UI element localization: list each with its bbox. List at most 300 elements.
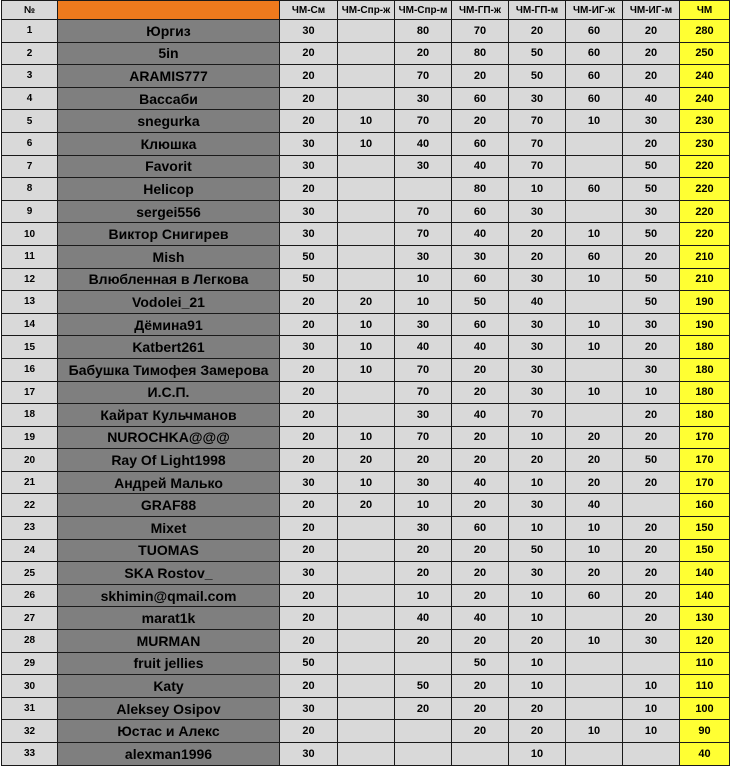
total-cell: 100 — [680, 697, 730, 720]
score-cell-1: 50 — [280, 268, 338, 291]
row-number: 4 — [2, 87, 58, 110]
score-cell-7 — [623, 494, 680, 517]
score-cell-7: 20 — [623, 65, 680, 88]
participant-name: Katy — [58, 675, 280, 698]
score-cell-3: 50 — [395, 675, 452, 698]
score-cell-1: 50 — [280, 652, 338, 675]
score-cell-3: 30 — [395, 245, 452, 268]
score-cell-6 — [566, 607, 623, 630]
score-cell-3: 80 — [395, 20, 452, 43]
table-row — [2, 313, 730, 336]
score-cell-4: 30 — [452, 245, 509, 268]
score-cell-3 — [395, 743, 452, 766]
score-cell-3: 10 — [395, 494, 452, 517]
score-cell-3: 20 — [395, 630, 452, 653]
score-cell-3 — [395, 652, 452, 675]
total-cell: 160 — [680, 494, 730, 517]
score-cell-7: 20 — [623, 562, 680, 585]
score-cell-6: 60 — [566, 20, 623, 43]
score-cell-6 — [566, 652, 623, 675]
score-cell-7: 20 — [623, 132, 680, 155]
total-cell: 110 — [680, 652, 730, 675]
score-cell-7: 50 — [623, 223, 680, 246]
table-row — [2, 87, 730, 110]
header-row — [2, 1, 730, 20]
score-cell-2 — [338, 268, 395, 291]
participant-name: Katbert261 — [58, 336, 280, 359]
score-cell-4: 20 — [452, 630, 509, 653]
score-cell-7: 50 — [623, 178, 680, 201]
score-cell-2 — [338, 155, 395, 178]
score-cell-2 — [338, 245, 395, 268]
score-cell-6: 10 — [566, 336, 623, 359]
score-cell-7: 20 — [623, 42, 680, 65]
row-number: 3 — [2, 65, 58, 88]
participant-name: sergei556 — [58, 200, 280, 223]
row-number: 27 — [2, 607, 58, 630]
total-cell: 250 — [680, 42, 730, 65]
participant-name: marat1k — [58, 607, 280, 630]
total-cell: 220 — [680, 178, 730, 201]
score-cell-3: 20 — [395, 42, 452, 65]
score-cell-5: 10 — [509, 675, 566, 698]
score-cell-1: 20 — [280, 517, 338, 540]
score-cell-3: 70 — [395, 381, 452, 404]
score-cell-4: 20 — [452, 65, 509, 88]
table-row — [2, 65, 730, 88]
score-cell-1: 30 — [280, 562, 338, 585]
header-col-2: ЧМ-Спр-ж — [338, 1, 395, 20]
score-cell-7: 50 — [623, 155, 680, 178]
total-cell: 230 — [680, 110, 730, 133]
score-cell-4: 20 — [452, 584, 509, 607]
total-cell: 210 — [680, 268, 730, 291]
score-cell-6 — [566, 675, 623, 698]
score-cell-5: 70 — [509, 155, 566, 178]
score-cell-5: 30 — [509, 268, 566, 291]
score-cell-1: 20 — [280, 87, 338, 110]
score-cell-5: 10 — [509, 652, 566, 675]
score-cell-3: 70 — [395, 200, 452, 223]
row-number: 18 — [2, 404, 58, 427]
score-cell-7: 50 — [623, 449, 680, 472]
score-cell-6 — [566, 404, 623, 427]
score-cell-4: 40 — [452, 471, 509, 494]
total-cell: 170 — [680, 426, 730, 449]
score-cell-7 — [623, 743, 680, 766]
score-cell-4: 20 — [452, 562, 509, 585]
row-number: 33 — [2, 743, 58, 766]
score-cell-4: 80 — [452, 42, 509, 65]
score-cell-4: 20 — [452, 110, 509, 133]
total-cell: 230 — [680, 132, 730, 155]
score-cell-7: 30 — [623, 200, 680, 223]
table-row — [2, 178, 730, 201]
results-table — [1, 0, 730, 766]
score-cell-4 — [452, 743, 509, 766]
table-row — [2, 697, 730, 720]
participant-name: Aleksey Osipov — [58, 697, 280, 720]
score-cell-1: 20 — [280, 607, 338, 630]
score-cell-2 — [338, 562, 395, 585]
score-cell-7: 10 — [623, 675, 680, 698]
score-cell-2: 10 — [338, 132, 395, 155]
table-row — [2, 20, 730, 43]
header-col-4: ЧМ-ГП-ж — [452, 1, 509, 20]
total-cell: 220 — [680, 200, 730, 223]
score-cell-2 — [338, 87, 395, 110]
header-num: № — [2, 1, 58, 20]
score-cell-7: 20 — [623, 584, 680, 607]
score-cell-4: 60 — [452, 313, 509, 336]
score-cell-1: 30 — [280, 697, 338, 720]
header-name — [58, 1, 280, 20]
score-cell-1: 20 — [280, 630, 338, 653]
score-cell-2 — [338, 178, 395, 201]
table-row — [2, 720, 730, 743]
score-cell-3: 30 — [395, 404, 452, 427]
table-row — [2, 517, 730, 540]
participant-name: fruit jellies — [58, 652, 280, 675]
score-cell-7: 30 — [623, 110, 680, 133]
score-cell-7: 20 — [623, 471, 680, 494]
score-cell-5: 50 — [509, 539, 566, 562]
row-number: 14 — [2, 313, 58, 336]
table-row — [2, 404, 730, 427]
score-cell-5: 70 — [509, 110, 566, 133]
score-cell-3: 20 — [395, 697, 452, 720]
score-cell-6: 60 — [566, 178, 623, 201]
score-cell-5: 10 — [509, 607, 566, 630]
score-cell-2: 10 — [338, 471, 395, 494]
score-cell-7: 20 — [623, 404, 680, 427]
total-cell: 150 — [680, 517, 730, 540]
header-col-5: ЧМ-ГП-м — [509, 1, 566, 20]
table-row — [2, 268, 730, 291]
score-cell-6: 60 — [566, 245, 623, 268]
total-cell: 140 — [680, 562, 730, 585]
score-cell-5: 50 — [509, 65, 566, 88]
score-cell-7: 10 — [623, 697, 680, 720]
score-cell-4: 40 — [452, 155, 509, 178]
score-cell-6 — [566, 155, 623, 178]
score-cell-4: 80 — [452, 178, 509, 201]
score-cell-3: 20 — [395, 562, 452, 585]
score-cell-2 — [338, 65, 395, 88]
score-cell-5: 10 — [509, 517, 566, 540]
score-cell-4: 60 — [452, 87, 509, 110]
score-cell-2 — [338, 404, 395, 427]
header-total: ЧМ — [680, 1, 730, 20]
total-cell: 280 — [680, 20, 730, 43]
total-cell: 40 — [680, 743, 730, 766]
row-number: 7 — [2, 155, 58, 178]
score-cell-6: 10 — [566, 268, 623, 291]
score-cell-1: 20 — [280, 358, 338, 381]
score-cell-2 — [338, 720, 395, 743]
score-cell-1: 20 — [280, 110, 338, 133]
total-cell: 120 — [680, 630, 730, 653]
score-cell-2 — [338, 381, 395, 404]
table-row — [2, 675, 730, 698]
table-row — [2, 630, 730, 653]
participant-name: Юргиз — [58, 20, 280, 43]
score-cell-3: 70 — [395, 223, 452, 246]
score-cell-1: 20 — [280, 381, 338, 404]
score-cell-5: 70 — [509, 404, 566, 427]
total-cell: 240 — [680, 65, 730, 88]
score-cell-4: 40 — [452, 607, 509, 630]
score-cell-7: 30 — [623, 358, 680, 381]
score-cell-4: 60 — [452, 517, 509, 540]
row-number: 8 — [2, 178, 58, 201]
score-cell-2 — [338, 200, 395, 223]
row-number: 19 — [2, 426, 58, 449]
score-cell-2 — [338, 675, 395, 698]
score-cell-7 — [623, 652, 680, 675]
score-cell-3: 10 — [395, 584, 452, 607]
score-cell-1: 20 — [280, 449, 338, 472]
participant-name: Ray Of Light1998 — [58, 449, 280, 472]
score-cell-1: 20 — [280, 539, 338, 562]
row-number: 30 — [2, 675, 58, 698]
participant-name: И.С.П. — [58, 381, 280, 404]
score-cell-3: 70 — [395, 65, 452, 88]
row-number: 16 — [2, 358, 58, 381]
table-row — [2, 132, 730, 155]
score-cell-1: 30 — [280, 743, 338, 766]
score-cell-6 — [566, 697, 623, 720]
total-cell: 170 — [680, 471, 730, 494]
score-cell-2 — [338, 652, 395, 675]
total-cell: 240 — [680, 87, 730, 110]
score-cell-6: 10 — [566, 313, 623, 336]
score-cell-6: 10 — [566, 110, 623, 133]
score-cell-3: 40 — [395, 132, 452, 155]
score-cell-7: 50 — [623, 268, 680, 291]
score-cell-7: 20 — [623, 426, 680, 449]
total-cell: 130 — [680, 607, 730, 630]
score-cell-2: 10 — [338, 110, 395, 133]
row-number: 15 — [2, 336, 58, 359]
table-row — [2, 584, 730, 607]
score-cell-5: 30 — [509, 358, 566, 381]
total-cell: 180 — [680, 404, 730, 427]
score-cell-7: 40 — [623, 87, 680, 110]
table-row — [2, 607, 730, 630]
score-cell-3: 70 — [395, 110, 452, 133]
score-cell-6: 10 — [566, 720, 623, 743]
score-cell-6: 40 — [566, 494, 623, 517]
participant-name: Виктор Снигирев — [58, 223, 280, 246]
header-col-6: ЧМ-ИГ-ж — [566, 1, 623, 20]
score-cell-5: 30 — [509, 200, 566, 223]
score-cell-2 — [338, 630, 395, 653]
score-cell-2: 10 — [338, 358, 395, 381]
table-row — [2, 223, 730, 246]
score-cell-2 — [338, 697, 395, 720]
score-cell-1: 30 — [280, 471, 338, 494]
score-cell-3: 40 — [395, 607, 452, 630]
score-cell-3: 30 — [395, 517, 452, 540]
participant-name: Mixet — [58, 517, 280, 540]
table-row — [2, 494, 730, 517]
score-cell-6: 60 — [566, 65, 623, 88]
score-cell-2: 10 — [338, 313, 395, 336]
participant-name: Дёмина91 — [58, 313, 280, 336]
table-row — [2, 291, 730, 314]
score-cell-5: 10 — [509, 743, 566, 766]
table-row — [2, 42, 730, 65]
score-cell-6: 60 — [566, 42, 623, 65]
table-row — [2, 471, 730, 494]
score-cell-2 — [338, 539, 395, 562]
score-cell-7: 20 — [623, 336, 680, 359]
participant-name: TUOMAS — [58, 539, 280, 562]
score-cell-5: 20 — [509, 223, 566, 246]
total-cell: 150 — [680, 539, 730, 562]
score-cell-4: 20 — [452, 697, 509, 720]
score-cell-5: 30 — [509, 494, 566, 517]
table-row — [2, 539, 730, 562]
score-cell-1: 30 — [280, 223, 338, 246]
score-cell-7: 30 — [623, 313, 680, 336]
score-cell-4: 20 — [452, 358, 509, 381]
score-cell-2 — [338, 607, 395, 630]
table-row — [2, 245, 730, 268]
score-cell-6: 10 — [566, 381, 623, 404]
participant-name: Андрей Малько — [58, 471, 280, 494]
participant-name: MURMAN — [58, 630, 280, 653]
score-cell-3 — [395, 720, 452, 743]
score-cell-6: 10 — [566, 539, 623, 562]
row-number: 10 — [2, 223, 58, 246]
score-cell-1: 30 — [280, 20, 338, 43]
score-cell-1: 30 — [280, 336, 338, 359]
table-row — [2, 652, 730, 675]
score-cell-6: 20 — [566, 562, 623, 585]
row-number: 9 — [2, 200, 58, 223]
participant-name: Mish — [58, 245, 280, 268]
score-cell-5: 30 — [509, 336, 566, 359]
row-number: 11 — [2, 245, 58, 268]
score-cell-4: 60 — [452, 132, 509, 155]
score-cell-6 — [566, 200, 623, 223]
score-cell-3: 20 — [395, 449, 452, 472]
score-cell-4: 20 — [452, 494, 509, 517]
table-row — [2, 110, 730, 133]
participant-name: Vodolei_21 — [58, 291, 280, 314]
score-cell-7: 20 — [623, 245, 680, 268]
row-number: 21 — [2, 471, 58, 494]
total-cell: 170 — [680, 449, 730, 472]
participant-name: SKA Rostov_ — [58, 562, 280, 585]
score-cell-6 — [566, 358, 623, 381]
score-cell-6: 20 — [566, 426, 623, 449]
score-cell-1: 20 — [280, 494, 338, 517]
table-row — [2, 358, 730, 381]
row-number: 32 — [2, 720, 58, 743]
score-cell-5: 30 — [509, 87, 566, 110]
score-cell-3: 70 — [395, 358, 452, 381]
score-cell-1: 20 — [280, 178, 338, 201]
table-row — [2, 426, 730, 449]
total-cell: 190 — [680, 313, 730, 336]
table-row — [2, 562, 730, 585]
participant-name: Helicop — [58, 178, 280, 201]
score-cell-5: 70 — [509, 132, 566, 155]
table-row — [2, 381, 730, 404]
row-number: 6 — [2, 132, 58, 155]
score-cell-1: 20 — [280, 426, 338, 449]
participant-name: 5in — [58, 42, 280, 65]
score-cell-5: 30 — [509, 562, 566, 585]
participant-name: alexman1996 — [58, 743, 280, 766]
score-cell-5: 40 — [509, 291, 566, 314]
participant-name: Влюбленная в Легкова — [58, 268, 280, 291]
score-cell-1: 20 — [280, 313, 338, 336]
score-cell-6: 20 — [566, 449, 623, 472]
total-cell: 90 — [680, 720, 730, 743]
row-number: 31 — [2, 697, 58, 720]
score-cell-4: 60 — [452, 268, 509, 291]
score-cell-2: 20 — [338, 449, 395, 472]
score-cell-5: 10 — [509, 471, 566, 494]
score-cell-2 — [338, 223, 395, 246]
score-cell-4: 20 — [452, 426, 509, 449]
participant-name: Клюшка — [58, 132, 280, 155]
score-cell-7: 10 — [623, 720, 680, 743]
row-number: 12 — [2, 268, 58, 291]
score-cell-1: 30 — [280, 132, 338, 155]
row-number: 24 — [2, 539, 58, 562]
score-cell-5: 20 — [509, 697, 566, 720]
row-number: 22 — [2, 494, 58, 517]
score-cell-2: 10 — [338, 426, 395, 449]
row-number: 17 — [2, 381, 58, 404]
score-cell-4: 20 — [452, 675, 509, 698]
score-cell-7: 20 — [623, 607, 680, 630]
score-cell-5: 20 — [509, 449, 566, 472]
score-cell-3: 30 — [395, 87, 452, 110]
score-cell-4: 20 — [452, 720, 509, 743]
score-cell-3: 30 — [395, 471, 452, 494]
score-cell-4: 40 — [452, 223, 509, 246]
score-cell-3: 30 — [395, 155, 452, 178]
score-cell-2 — [338, 20, 395, 43]
score-cell-5: 10 — [509, 584, 566, 607]
score-cell-5: 20 — [509, 20, 566, 43]
participant-name: Бабушка Тимофея Замерова — [58, 358, 280, 381]
score-cell-4: 20 — [452, 449, 509, 472]
row-number: 23 — [2, 517, 58, 540]
score-cell-1: 20 — [280, 65, 338, 88]
score-cell-2: 20 — [338, 494, 395, 517]
total-cell: 110 — [680, 675, 730, 698]
score-cell-4: 40 — [452, 404, 509, 427]
table-row — [2, 336, 730, 359]
score-cell-1: 20 — [280, 675, 338, 698]
score-cell-4: 70 — [452, 20, 509, 43]
table-row — [2, 449, 730, 472]
score-cell-7: 30 — [623, 630, 680, 653]
score-cell-7: 20 — [623, 517, 680, 540]
score-cell-6: 10 — [566, 630, 623, 653]
score-cell-2 — [338, 743, 395, 766]
table-row — [2, 200, 730, 223]
row-number: 25 — [2, 562, 58, 585]
score-cell-2 — [338, 517, 395, 540]
